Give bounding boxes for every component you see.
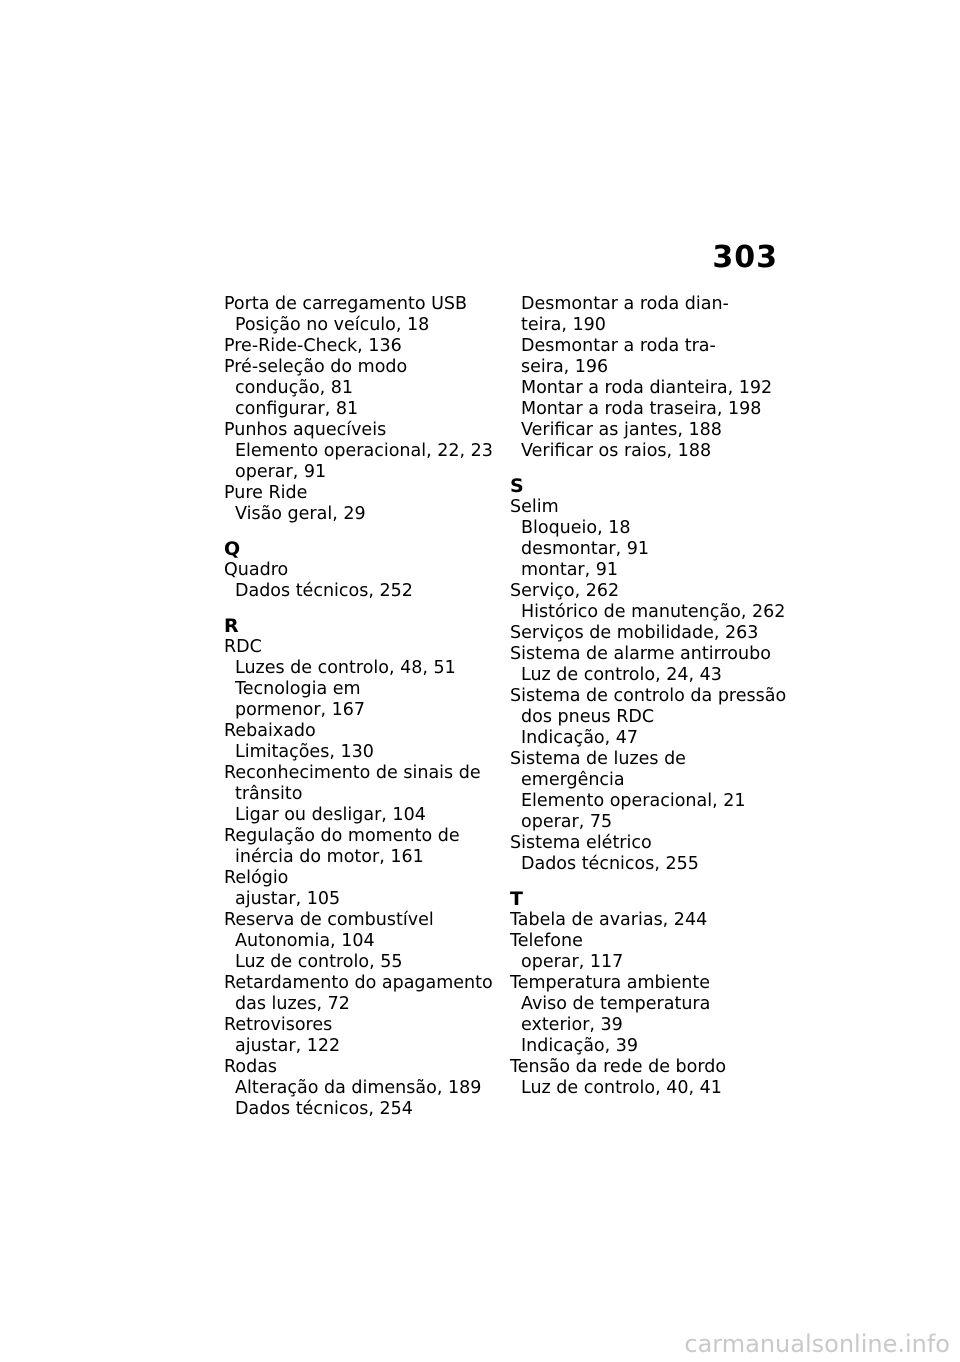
index-column-left xyxy=(224,294,499,1120)
index-subentry: Montar a roda traseira, 198 xyxy=(521,399,762,419)
index-subentry: das luzes, 72 xyxy=(235,994,350,1014)
index-letter-heading: T xyxy=(510,888,523,910)
index-subentry: Elemento operacional, 22, 23 xyxy=(235,441,493,461)
index-subentry: exterior, 39 xyxy=(521,1015,623,1035)
index-entry: Rebaixado xyxy=(224,721,316,741)
index-subentry: Dados técnicos, 254 xyxy=(235,1099,413,1119)
index-entry: RDC xyxy=(224,637,262,657)
index-letter-heading: Q xyxy=(224,538,241,560)
letter-gap xyxy=(224,525,499,539)
index-entry: Tabela de avarias, 244 xyxy=(510,910,708,930)
index-subentry: seira, 196 xyxy=(521,357,609,377)
index-subentry: trânsito xyxy=(235,784,303,804)
index-subentry: Autonomia, 104 xyxy=(235,931,375,951)
index-entry: Sistema de luzes de xyxy=(510,749,686,769)
index-subentry: operar, 117 xyxy=(521,952,624,972)
index-subentry: operar, 75 xyxy=(521,812,613,832)
index-subentry: Posição no veículo, 18 xyxy=(235,315,430,335)
index-subentry: emergência xyxy=(521,770,625,790)
index-subentry: Limitações, 130 xyxy=(235,742,374,762)
index-entry: Porta de carregamento USB xyxy=(224,294,468,314)
index-entry: Selim xyxy=(510,497,559,517)
index-subentry: Montar a roda dianteira, 192 xyxy=(521,378,773,398)
index-subentry: Tecnologia em xyxy=(235,679,361,699)
index-entry: Pure Ride xyxy=(224,483,308,503)
letter-gap xyxy=(224,602,499,616)
index-subentry: Verificar as jantes, 188 xyxy=(521,420,722,440)
letter-gap xyxy=(510,462,795,476)
index-subentry: Dados técnicos, 252 xyxy=(235,581,413,601)
index-column-right xyxy=(510,294,795,1099)
index-subentry: Elemento operacional, 21 xyxy=(521,791,746,811)
index-subentry: pormenor, 167 xyxy=(235,700,366,720)
index-subentry: operar, 91 xyxy=(235,462,327,482)
index-entry: Temperatura ambiente xyxy=(510,973,710,993)
index-entry: Rodas xyxy=(224,1057,278,1077)
index-subentry: Verificar os raios, 188 xyxy=(521,441,712,461)
index-entry: Regulação do momento de xyxy=(224,826,460,846)
index-subentry: Visão geral, 29 xyxy=(235,504,366,524)
index-subentry: teira, 190 xyxy=(521,315,606,335)
index-entry: Reserva de combustível xyxy=(224,910,434,930)
index-subentry: Dados técnicos, 255 xyxy=(521,854,699,874)
index-subentry: Luz de controlo, 55 xyxy=(235,952,403,972)
index-subentry: Luzes de controlo, 48, 51 xyxy=(235,658,456,678)
index-entry: Serviços de mobilidade, 263 xyxy=(510,623,759,643)
index-entry: Tensão da rede de bordo xyxy=(510,1057,727,1077)
page-number: 303 xyxy=(712,240,778,275)
index-entry: Retardamento do apagamento xyxy=(224,973,493,993)
index-subentry: ajustar, 105 xyxy=(235,889,341,909)
index-entry: Telefone xyxy=(510,931,583,951)
index-subentry: inércia do motor, 161 xyxy=(235,847,424,867)
index-subentry: Bloqueio, 18 xyxy=(521,518,631,538)
index-entry: Pre-Ride-Check, 136 xyxy=(224,336,402,356)
index-entry: Relógio xyxy=(224,868,289,888)
letter-gap xyxy=(510,875,795,889)
index-entry: Quadro xyxy=(224,560,289,580)
index-subentry: Histórico de manutenção, 262 xyxy=(521,602,786,622)
index-letter-heading: R xyxy=(224,615,239,637)
index-entry: Sistema elétrico xyxy=(510,833,652,853)
index-subentry: Ligar ou desligar, 104 xyxy=(235,805,426,825)
index-subentry: Desmontar a roda tra- xyxy=(521,336,716,356)
index-subentry: desmontar, 91 xyxy=(521,539,650,559)
index-entry: Sistema de alarme antirroubo xyxy=(510,644,771,664)
index-entry: Punhos aquecíveis xyxy=(224,420,387,440)
watermark: carmanualsonline.info xyxy=(684,1330,950,1358)
index-subentry: dos pneus RDC xyxy=(521,707,655,727)
index-subentry: Desmontar a roda dian- xyxy=(521,294,729,314)
index-entry: Pré-seleção do modo xyxy=(224,357,408,377)
index-subentry: condução, 81 xyxy=(235,378,354,398)
index-entry: Retrovisores xyxy=(224,1015,333,1035)
index-subentry: ajustar, 122 xyxy=(235,1036,341,1056)
index-subentry: configurar, 81 xyxy=(235,399,359,419)
index-subentry: Aviso de temperatura xyxy=(521,994,711,1014)
index-entry: Sistema de controlo da pressão xyxy=(510,686,787,706)
index-subentry: Luz de controlo, 24, 43 xyxy=(521,665,722,685)
index-subentry: Luz de controlo, 40, 41 xyxy=(521,1078,722,1098)
index-subentry: Indicação, 39 xyxy=(521,1036,639,1056)
index-subentry: montar, 91 xyxy=(521,560,619,580)
index-subentry: Alteração da dimensão, 189 xyxy=(235,1078,482,1098)
index-entry: Reconhecimento de sinais de xyxy=(224,763,481,783)
index-subentry: Indicação, 47 xyxy=(521,728,639,748)
index-entry: Serviço, 262 xyxy=(510,581,620,601)
index-letter-heading: S xyxy=(510,475,524,497)
